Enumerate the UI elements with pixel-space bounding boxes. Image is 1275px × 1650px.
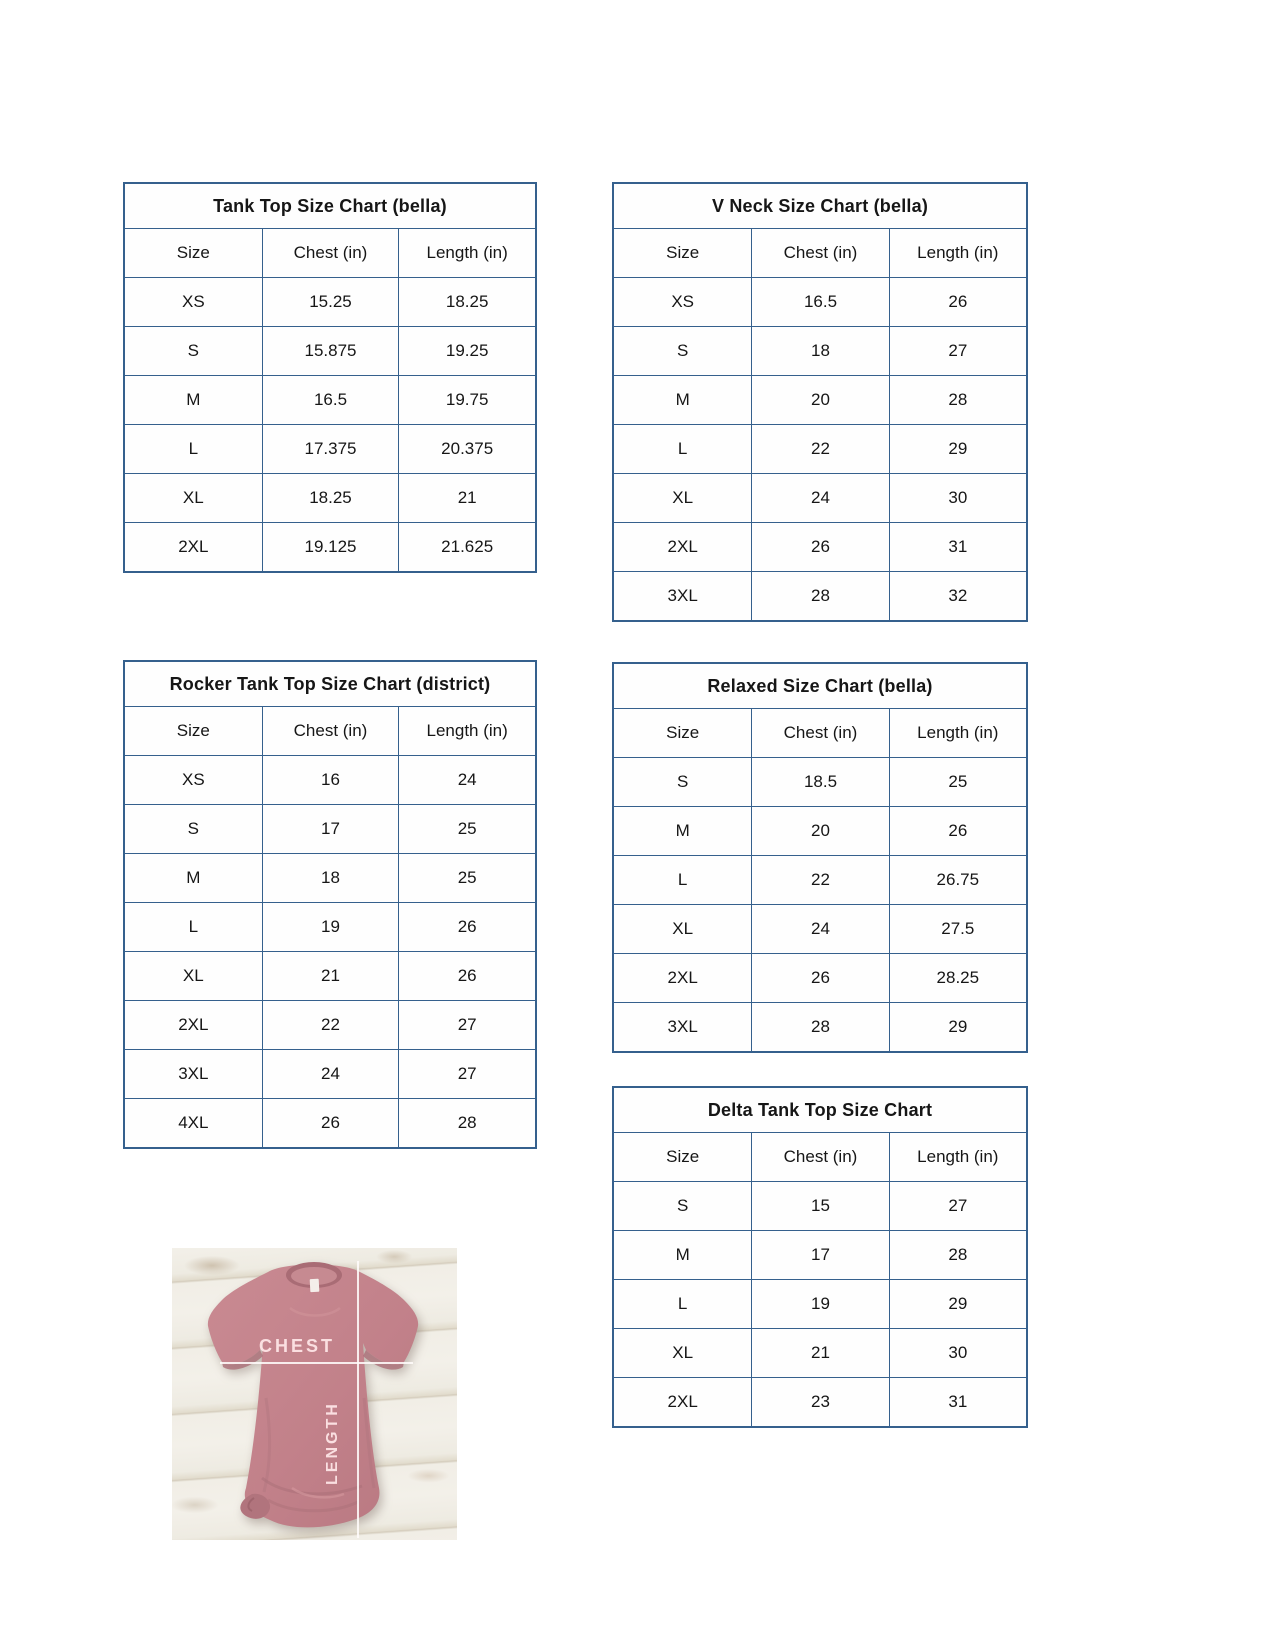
table-cell: 21.625: [398, 523, 535, 571]
table-cell: 23: [751, 1378, 888, 1426]
table-cell: 20: [751, 807, 888, 855]
table-cell: S: [676, 1196, 689, 1215]
table-cell: 15: [751, 1182, 888, 1230]
table-row: [614, 278, 1026, 327]
table-row: [125, 1001, 535, 1050]
table-row: [125, 523, 535, 571]
table-cell: 24: [751, 474, 888, 522]
table-row: [614, 758, 1026, 807]
table-row: [614, 474, 1026, 523]
table-cell: XL: [672, 1343, 694, 1362]
table-body: [614, 1182, 1026, 1426]
table-cell: 29: [889, 1280, 1026, 1328]
table-cell: 19.125: [262, 523, 399, 571]
table-cell: 27: [889, 327, 1026, 375]
table-cell: 26: [889, 807, 1026, 855]
table-cell: 3XL: [667, 586, 698, 605]
table-cell: 25: [398, 854, 535, 902]
table-cell: M: [675, 390, 690, 409]
table-cell: XL: [672, 488, 694, 507]
column-header: Size: [666, 1147, 700, 1166]
relaxed-size-chart-table: [612, 662, 1028, 1053]
tank-top-size-chart-table: [123, 182, 537, 573]
table-cell: 24: [262, 1050, 399, 1098]
table-cell: 15.875: [262, 327, 399, 375]
table-row: [614, 1231, 1026, 1280]
rocker-tank-top-size-chart-table: [123, 660, 537, 1149]
column-header: Chest (in): [262, 229, 399, 277]
table-cell: 22: [751, 425, 888, 473]
column-header: Length (in): [889, 229, 1026, 277]
table-cell: 20: [751, 376, 888, 424]
table-row: [614, 523, 1026, 572]
table-row: [614, 1182, 1026, 1231]
table-cell: 3XL: [178, 1064, 209, 1083]
table-cell: 26: [751, 954, 888, 1002]
table-row: [614, 1280, 1026, 1329]
table-row: [614, 1378, 1026, 1426]
column-header: Length (in): [398, 229, 535, 277]
table-cell: 26.75: [889, 856, 1026, 904]
table-cell: 19: [262, 903, 399, 951]
table-cell: 26: [262, 1099, 399, 1147]
table-cell: 25: [398, 805, 535, 853]
column-header: Chest (in): [751, 1133, 888, 1181]
table-row: [125, 854, 535, 903]
table-row: [614, 327, 1026, 376]
table-cell: 30: [889, 1329, 1026, 1377]
table-cell: S: [676, 341, 689, 360]
chest-label: CHEST: [258, 1336, 335, 1356]
table-cell: 18: [751, 327, 888, 375]
table-row: [125, 805, 535, 854]
table-cell: 19.25: [398, 327, 535, 375]
table-cell: 26: [751, 523, 888, 571]
table-cell: 27: [398, 1001, 535, 1049]
table-cell: 4XL: [178, 1113, 209, 1132]
table-header-row: [614, 229, 1026, 278]
table-row: [125, 327, 535, 376]
table-row: [614, 905, 1026, 954]
table-cell: 18.5: [751, 758, 888, 806]
table-row: [614, 807, 1026, 856]
table-row: [125, 376, 535, 425]
table-cell: 27: [398, 1050, 535, 1098]
table-cell: 26: [398, 903, 535, 951]
table-cell: 28: [398, 1099, 535, 1147]
table-row: [125, 1099, 535, 1147]
column-header: Size: [176, 721, 210, 740]
table-cell: 20.375: [398, 425, 535, 473]
table-body: [614, 758, 1026, 1051]
table-cell: 28: [889, 1231, 1026, 1279]
table-cell: M: [186, 390, 201, 409]
table-cell: 21: [398, 474, 535, 522]
table-cell: 28: [751, 1003, 888, 1051]
table-cell: M: [675, 1245, 690, 1264]
table-title: V Neck Size Chart (bella): [614, 184, 1026, 229]
table-cell: 19: [751, 1280, 888, 1328]
column-header: Chest (in): [751, 229, 888, 277]
table-cell: 2XL: [667, 1392, 698, 1411]
table-cell: L: [188, 917, 199, 936]
table-cell: 27.5: [889, 905, 1026, 953]
table-row: [614, 376, 1026, 425]
table-cell: 16.5: [751, 278, 888, 326]
table-header-row: [614, 1133, 1026, 1182]
table-cell: XL: [182, 966, 204, 985]
length-measurement-line: [357, 1261, 359, 1538]
column-header: Chest (in): [262, 707, 399, 755]
table-title: Delta Tank Top Size Chart: [614, 1088, 1026, 1133]
table-cell: 21: [751, 1329, 888, 1377]
table-cell: 24: [398, 756, 535, 804]
table-row: [125, 425, 535, 474]
table-row: [125, 1050, 535, 1099]
table-cell: 16: [262, 756, 399, 804]
table-cell: L: [677, 439, 688, 458]
table-cell: S: [187, 341, 199, 360]
table-row: [614, 572, 1026, 620]
table-cell: L: [677, 1294, 688, 1313]
table-cell: 2XL: [667, 968, 698, 987]
table-cell: XS: [671, 292, 694, 311]
table-cell: 26: [398, 952, 535, 1000]
table-cell: 29: [889, 425, 1026, 473]
table-title: Rocker Tank Top Size Chart (district): [125, 662, 535, 707]
table-cell: 18: [262, 854, 399, 902]
table-cell: 17: [751, 1231, 888, 1279]
column-header: Size: [176, 243, 210, 262]
v-neck-size-chart-table: [612, 182, 1028, 622]
table-cell: 22: [262, 1001, 399, 1049]
table-body: [125, 278, 535, 571]
table-row: [125, 756, 535, 805]
table-cell: 18.25: [398, 278, 535, 326]
table-header-row: [125, 707, 535, 756]
column-header: Length (in): [889, 709, 1026, 757]
column-header: Size: [666, 723, 700, 742]
table-cell: 28.25: [889, 954, 1026, 1002]
table-cell: M: [675, 821, 690, 840]
table-cell: 3XL: [667, 1017, 698, 1036]
table-row: [614, 1003, 1026, 1051]
table-cell: 31: [889, 1378, 1026, 1426]
table-cell: 17: [262, 805, 399, 853]
table-title: Tank Top Size Chart (bella): [125, 184, 535, 229]
table-row: [125, 952, 535, 1001]
table-title: Relaxed Size Chart (bella): [614, 664, 1026, 709]
table-cell: M: [186, 868, 201, 887]
table-cell: 19.75: [398, 376, 535, 424]
table-cell: 2XL: [667, 537, 698, 556]
table-cell: 26: [889, 278, 1026, 326]
column-header: Size: [666, 243, 700, 262]
table-cell: 24: [751, 905, 888, 953]
tshirt-illustration: [172, 1248, 457, 1540]
table-body: [125, 756, 535, 1147]
table-cell: 18.25: [262, 474, 399, 522]
table-cell: 29: [889, 1003, 1026, 1051]
table-cell: 31: [889, 523, 1026, 571]
table-cell: 16.5: [262, 376, 399, 424]
table-cell: 21: [262, 952, 399, 1000]
table-cell: 32: [889, 572, 1026, 620]
table-row: [614, 1329, 1026, 1378]
length-label: LENGTH: [324, 1401, 341, 1485]
table-header-row: [125, 229, 535, 278]
table-cell: 2XL: [178, 1015, 209, 1034]
tshirt-measurement-photo: [172, 1248, 457, 1540]
table-cell: S: [676, 772, 689, 791]
table-row: [125, 903, 535, 952]
table-cell: XL: [182, 488, 204, 507]
table-body: [614, 278, 1026, 620]
column-header: Length (in): [889, 1133, 1026, 1181]
table-cell: XS: [181, 292, 205, 311]
column-header: Length (in): [398, 707, 535, 755]
delta-tank-top-size-chart-table: [612, 1086, 1028, 1428]
table-row: [614, 954, 1026, 1003]
tshirt-body-shape: [208, 1265, 418, 1528]
table-cell: 25: [889, 758, 1026, 806]
table-row: [125, 278, 535, 327]
table-cell: 17.375: [262, 425, 399, 473]
table-cell: L: [188, 439, 199, 458]
table-cell: 2XL: [178, 537, 209, 556]
table-row: [614, 425, 1026, 474]
table-cell: 27: [889, 1182, 1026, 1230]
table-cell: 22: [751, 856, 888, 904]
table-cell: L: [677, 870, 688, 889]
table-cell: 30: [889, 474, 1026, 522]
chest-measurement-line: [220, 1362, 413, 1364]
table-cell: 15.25: [262, 278, 399, 326]
table-cell: S: [187, 819, 199, 838]
table-cell: XL: [672, 919, 694, 938]
table-row: [125, 474, 535, 523]
column-header: Chest (in): [751, 709, 888, 757]
table-row: [614, 856, 1026, 905]
table-cell: 28: [889, 376, 1026, 424]
table-header-row: [614, 709, 1026, 758]
table-cell: XS: [181, 770, 205, 789]
table-cell: 28: [751, 572, 888, 620]
